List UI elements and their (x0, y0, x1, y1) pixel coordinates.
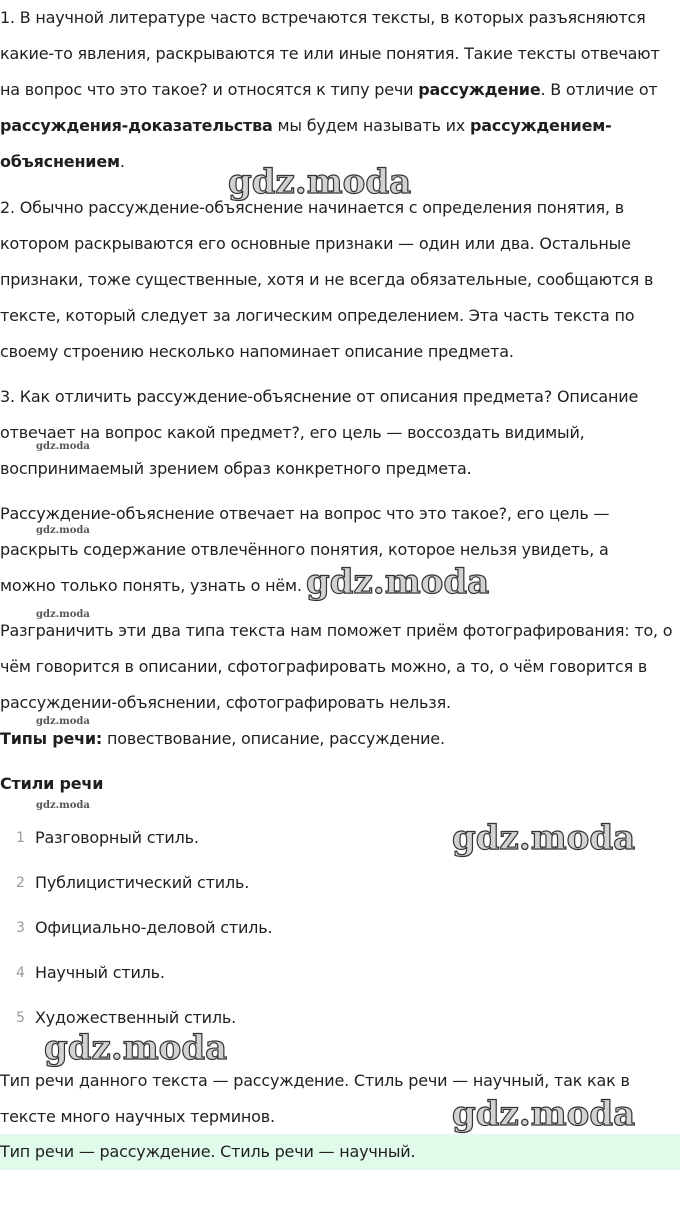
paragraph-4-line-1: Рассуждение-объяснение отвечает на вопрос что это такое?, его цель — (0, 504, 610, 523)
conclusion-line-2: тексте много научных терминов. (0, 1107, 275, 1126)
list-item-text: Научный стиль. (35, 963, 165, 982)
paragraph-2-line-1: 2. Обычно рассуждение-объяснение начинается с определения понятия, в (0, 198, 624, 217)
paragraph-4-line-2: раскрыть содержание отвлечённого понятия, которое нельзя увидеть, а (0, 540, 609, 559)
paragraph-2-line-5: своему строению несколько напоминает описание предмета. (0, 342, 514, 361)
paragraph-3-line-3: воспринимаемый зрением образ конкретного предмета. (0, 459, 472, 478)
list-item-text: Разговорный стиль. (35, 828, 199, 847)
styles-heading: Стили речи (0, 774, 104, 793)
text-run: на вопрос что это такое? и относятся к типу речи (0, 80, 419, 99)
paragraph-5-line-2: чём говорится в описании, сфотографировать можно, а то, о чём говорится в (0, 657, 648, 676)
paragraph-1-line-4 (0, 114, 680, 138)
paragraph-4-line-3: можно только понять, узнать о нём. (0, 576, 302, 595)
answer-text: Тип речи — рассуждение. Стиль речи — научный. (0, 1142, 416, 1161)
list-item-number: 5 (16, 1010, 25, 1026)
conclusion-line-1: Тип речи данного текста — рассуждение. Стиль речи — научный, так как в (0, 1071, 630, 1090)
list-item-number: 3 (16, 920, 25, 936)
watermark-logo: gdz.moda (44, 1028, 228, 1068)
paragraph-5-line-3: рассуждении-объяснении, сфотографировать нельзя. (0, 693, 451, 712)
watermark-logo: gdz.moda (452, 818, 636, 858)
bold-term-explanation-end: объяснением (0, 152, 120, 171)
paragraph-3-line-2: отвечает на вопрос какой предмет?, его цель — воссоздать видимый, (0, 423, 585, 442)
list-item-number: 2 (16, 875, 25, 891)
watermark-logo: gdz.moda (228, 162, 412, 202)
paragraph-2-line-4: тексте, который следует за логическим определением. Эта часть текста по (0, 306, 635, 325)
list-item-number: 4 (16, 965, 25, 981)
watermark-small: gdz.moda (36, 716, 90, 727)
text-run: мы будем называть их (272, 116, 470, 135)
paragraph-2-line-2: котором раскрываются его основные признаки — один или два. Остальные (0, 234, 631, 253)
paragraph-5-line-1: Разграничить эти два типа текста нам поможет приём фотографирования: то, о (0, 621, 673, 640)
list-item-text: Публицистический стиль. (35, 873, 250, 892)
bold-term-explanation: рассуждением- (469, 116, 612, 135)
list-item-text: Официально-деловой стиль. (35, 918, 273, 937)
speech-types-label: Типы речи: (0, 729, 103, 748)
list-item-number: 1 (16, 830, 25, 846)
speech-types-text: повествование, описание, рассуждение. (102, 729, 445, 748)
text-run: . В отличие от (540, 80, 658, 99)
watermark-small: gdz.moda (36, 525, 90, 536)
paragraph-2-line-3: признаки, тоже существенные, хотя и не всегда обязательные, сообщаются в (0, 270, 654, 289)
paragraph-1-line-2: какие-то явления, раскрываются те или иные понятия. Такие тексты отвечают (0, 44, 660, 63)
watermark-logo: gdz.moda (452, 1094, 636, 1134)
bold-term-reasoning: рассуждение (418, 80, 541, 99)
bold-term-proof: рассуждения-доказательства (0, 116, 273, 135)
text-run: . (119, 152, 125, 171)
watermark-small: gdz.moda (36, 800, 90, 811)
paragraph-3-line-1: 3. Как отличить рассуждение-объяснение от описания предмета? Описание (0, 387, 639, 406)
speech-types-line (0, 727, 680, 751)
paragraph-1-line-3 (0, 78, 680, 102)
list-item-text: Художественный стиль. (35, 1008, 237, 1027)
watermark-small: gdz.moda (36, 609, 90, 620)
watermark-small: gdz.moda (36, 441, 90, 452)
watermark-logo: gdz.moda (306, 562, 490, 602)
paragraph-1-line-1: 1. В научной литературе часто встречаются тексты, в которых разъясняются (0, 8, 646, 27)
